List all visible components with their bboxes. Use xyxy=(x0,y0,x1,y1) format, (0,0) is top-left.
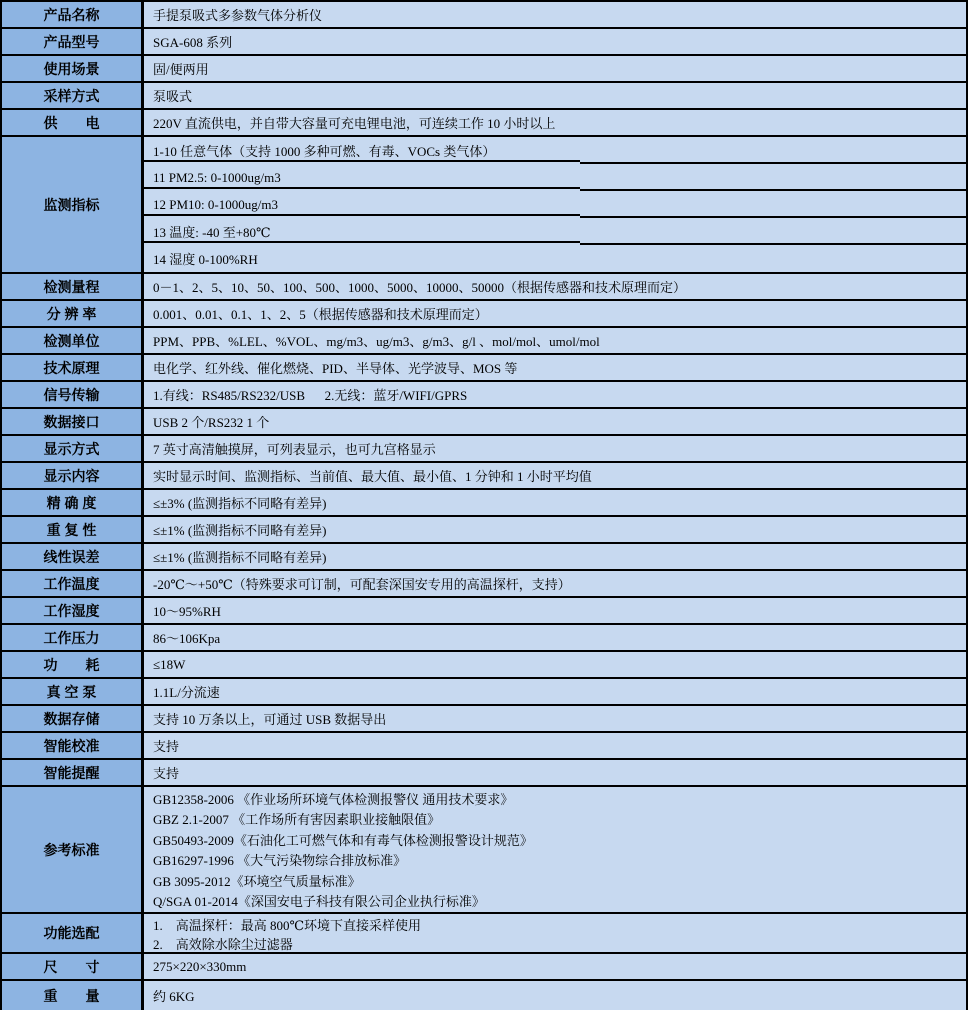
value-text: ≤±1% (监测指标不同略有差异) xyxy=(153,550,327,565)
row-value xyxy=(144,517,966,542)
value-text: 0－1、2、5、10、50、100、500、1000、5000、10000、50000（根据传感器和技术原理而定） xyxy=(153,280,687,295)
row-value xyxy=(144,544,966,569)
row-label xyxy=(2,328,144,353)
value-text: GB 3095-2012《环境空气质量标准》 xyxy=(153,873,361,889)
row-working-temperature xyxy=(2,571,966,598)
value-text: 固/便两用 xyxy=(153,62,209,77)
row-value-list xyxy=(144,787,966,912)
value-text: 1-10 任意气体（支持 1000 多种可燃、有毒、VOCs 类气体） xyxy=(153,144,496,159)
row-value xyxy=(144,679,966,704)
row-value-group xyxy=(144,137,966,272)
row-value xyxy=(144,652,966,677)
row-value xyxy=(144,706,966,731)
row-smart-calibration xyxy=(2,733,966,760)
label-text: 数据存储 xyxy=(43,710,100,727)
row-vacuum-pump xyxy=(2,679,966,706)
value-text: 220V 直流供电，并自带大容量可充电锂电池，可连续工作 10 小时以上 xyxy=(153,116,556,131)
row-optional-features xyxy=(2,914,966,954)
value-text: 1.有线：RS485/RS232/USB 2.无线：蓝牙/WIFI/GPRS xyxy=(153,388,468,403)
value-text: 支持 xyxy=(153,739,180,754)
label-text: 采样方式 xyxy=(43,87,100,104)
label-text: 分 辨 率 xyxy=(46,305,97,322)
value-text: 13 温度: -40 至+80℃ xyxy=(153,225,271,240)
row-value xyxy=(144,110,966,135)
label-text: 技术原理 xyxy=(43,359,100,376)
subrow-temperature xyxy=(144,218,966,245)
row-value xyxy=(144,83,966,108)
row-model xyxy=(2,29,966,56)
label-text: 使用场景 xyxy=(43,60,100,77)
option-line xyxy=(153,934,958,953)
standard-line xyxy=(153,829,958,850)
value-text: 14 湿度 0-100%RH xyxy=(153,252,258,267)
row-linearity-error xyxy=(2,544,966,571)
subrow-pm10 xyxy=(144,191,966,218)
value-text: 支持 xyxy=(153,766,180,781)
value-text: 2. 高效除水除尘过滤器 xyxy=(153,937,293,952)
row-label xyxy=(2,954,144,979)
label-text: 工作湿度 xyxy=(43,602,100,619)
value-text: GB12358-2006 《作业场所环境气体检测报警仪 通用技术要求》 xyxy=(153,791,514,807)
row-value-list xyxy=(144,914,966,952)
label-text: 产品型号 xyxy=(43,33,100,50)
standard-line xyxy=(153,850,958,871)
row-power-supply xyxy=(2,110,966,137)
row-label xyxy=(2,355,144,380)
row-value xyxy=(144,328,966,353)
row-label xyxy=(2,914,144,952)
label-text: 产品名称 xyxy=(43,6,100,23)
label-text: 功能选配 xyxy=(43,925,100,941)
label-text: 重 复 性 xyxy=(46,521,97,538)
standard-line xyxy=(153,891,958,912)
row-value xyxy=(144,625,966,650)
row-reference-standards xyxy=(2,787,966,914)
row-label xyxy=(2,787,144,912)
value-text: 实时显示时间、监测指标、当前值、最大值、最小值、1 分钟和 1 小时平均值 xyxy=(153,469,592,484)
row-label xyxy=(2,436,144,461)
row-label xyxy=(2,517,144,542)
value-text: 手提泵吸式多参数气体分析仪 xyxy=(153,8,323,23)
row-label xyxy=(2,625,144,650)
standard-line xyxy=(153,788,958,809)
label-text: 显示方式 xyxy=(43,440,100,457)
row-label xyxy=(2,137,144,272)
row-label xyxy=(2,2,144,27)
label-text: 参考标准 xyxy=(43,841,100,858)
value-text: GB50493-2009《石油化工可燃气体和有毒气体检测报警设计规范》 xyxy=(153,832,533,848)
row-label xyxy=(2,544,144,569)
option-line xyxy=(153,915,958,934)
row-value xyxy=(144,2,966,27)
row-display-content xyxy=(2,463,966,490)
value-text: 86～106Kpa xyxy=(153,631,221,646)
row-data-interface xyxy=(2,409,966,436)
row-value xyxy=(144,954,966,979)
value-text: 0.001、0.01、0.1、1、2、5（根据传感器和技术原理而定） xyxy=(153,307,488,322)
row-label xyxy=(2,652,144,677)
subrow-pm25 xyxy=(144,164,966,191)
row-value xyxy=(144,56,966,81)
row-label xyxy=(2,301,144,326)
row-label xyxy=(2,679,144,704)
label-text: 信号传输 xyxy=(43,386,100,403)
label-text: 工作压力 xyxy=(43,629,100,646)
label-text: 监测指标 xyxy=(43,196,100,213)
row-label xyxy=(2,56,144,81)
label-text: 尺 寸 xyxy=(43,958,100,975)
label-text: 精 确 度 xyxy=(46,494,97,511)
row-technical-principle xyxy=(2,355,966,382)
row-weight xyxy=(2,981,966,1010)
row-detection-unit xyxy=(2,328,966,355)
label-text: 功 耗 xyxy=(43,656,100,673)
value-text: -20℃～+50℃（特殊要求可订制，可配套深国安专用的高温探杆，支持） xyxy=(153,577,571,592)
row-label xyxy=(2,463,144,488)
row-detection-range xyxy=(2,274,966,301)
label-text: 重 量 xyxy=(43,987,100,1004)
row-value xyxy=(144,490,966,515)
row-value xyxy=(144,733,966,758)
row-label xyxy=(2,733,144,758)
value-text: ≤±3% (监测指标不同略有差异) xyxy=(153,496,327,511)
value-text: 12 PM10: 0-1000ug/m3 xyxy=(153,196,278,212)
label-text: 数据接口 xyxy=(43,413,100,430)
row-display-mode xyxy=(2,436,966,463)
row-value xyxy=(144,598,966,623)
row-value xyxy=(144,274,966,299)
row-label xyxy=(2,409,144,434)
row-label xyxy=(2,382,144,407)
row-value xyxy=(144,571,966,596)
value-text: Q/SGA 01-2014《深国安电子科技有限公司企业执行标准》 xyxy=(153,894,485,910)
row-value xyxy=(144,29,966,54)
row-value xyxy=(144,760,966,785)
subrow-gas xyxy=(144,137,966,164)
value-text: 7 英寸高清触摸屏，可列表显示，也可九宫格显示 xyxy=(153,442,436,457)
row-accuracy xyxy=(2,490,966,517)
row-data-storage xyxy=(2,706,966,733)
row-sampling-method xyxy=(2,83,966,110)
value-text: 11 PM2.5: 0-1000ug/m3 xyxy=(153,169,281,185)
standard-line xyxy=(153,870,958,891)
row-product-name xyxy=(2,2,966,29)
row-label xyxy=(2,571,144,596)
value-text: 泵吸式 xyxy=(153,89,193,104)
value-text: 1.1L/分流速 xyxy=(153,685,220,700)
label-text: 真 空 泵 xyxy=(46,683,97,700)
label-text: 显示内容 xyxy=(43,467,100,484)
row-signal-transmission xyxy=(2,382,966,409)
row-monitoring-indicators xyxy=(2,137,966,274)
value-text: 电化学、红外线、催化燃烧、PID、半导体、光学波导、MOS 等 xyxy=(153,361,518,376)
subrow-humidity xyxy=(144,245,966,272)
value-text: 275×220×330mm xyxy=(153,958,247,974)
value-text: SGA-608 系列 xyxy=(153,35,233,50)
row-value xyxy=(144,355,966,380)
value-text: PPM、PPB、%LEL、%VOL、mg/m3、ug/m3、g/m3、g/l 、mol/mol、umol/mol xyxy=(153,334,600,349)
row-value xyxy=(144,463,966,488)
value-text: 1. 高温探杆：最高 800℃环境下直接采样使用 xyxy=(153,918,422,933)
row-value xyxy=(144,382,966,407)
label-text: 线性误差 xyxy=(43,548,100,565)
label-text: 工作温度 xyxy=(43,575,100,592)
row-repeatability xyxy=(2,517,966,544)
row-usage-scenario xyxy=(2,56,966,83)
label-text: 检测量程 xyxy=(43,278,100,295)
value-text: 约 6KG xyxy=(153,989,195,1004)
row-value xyxy=(144,981,966,1010)
label-text: 检测单位 xyxy=(43,332,100,349)
row-power-consumption xyxy=(2,652,966,679)
row-label xyxy=(2,83,144,108)
row-value xyxy=(144,301,966,326)
row-label xyxy=(2,29,144,54)
value-text: ≤18W xyxy=(153,656,186,672)
label-text: 智能校准 xyxy=(43,737,100,754)
row-label xyxy=(2,274,144,299)
row-resolution xyxy=(2,301,966,328)
row-label xyxy=(2,110,144,135)
value-text: ≤±1% (监测指标不同略有差异) xyxy=(153,523,327,538)
value-text: USB 2 个/RS232 1 个 xyxy=(153,415,270,430)
standard-line xyxy=(153,809,958,830)
value-text: GBZ 2.1-2007 《工作场所有害因素职业接触限值》 xyxy=(153,812,441,828)
row-label xyxy=(2,490,144,515)
value-text: GB16297-1996 《大气污染物综合排放标准》 xyxy=(153,853,407,869)
label-text: 供 电 xyxy=(43,114,100,131)
row-label xyxy=(2,706,144,731)
label-text: 智能提醒 xyxy=(43,764,100,781)
row-value xyxy=(144,436,966,461)
value-text: 支持 10 万条以上，可通过 USB 数据导出 xyxy=(153,712,387,727)
row-label xyxy=(2,981,144,1010)
row-label xyxy=(2,760,144,785)
row-value xyxy=(144,409,966,434)
row-label xyxy=(2,598,144,623)
row-working-humidity xyxy=(2,598,966,625)
row-dimensions xyxy=(2,954,966,981)
row-working-pressure xyxy=(2,625,966,652)
value-text: 10～95%RH xyxy=(153,604,221,619)
row-smart-reminder xyxy=(2,760,966,787)
